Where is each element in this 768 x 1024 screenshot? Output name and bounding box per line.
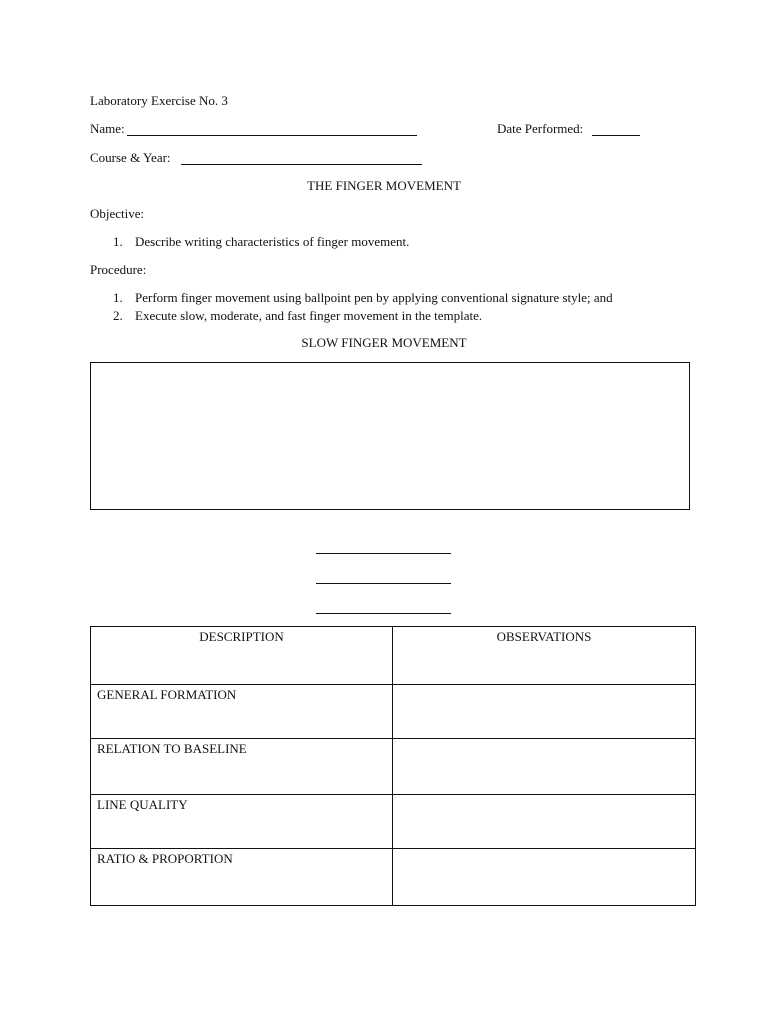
table-row xyxy=(91,795,696,849)
signature-line[interactable] xyxy=(316,553,451,554)
column-header-observations: OBSERVATIONS xyxy=(393,627,696,685)
procedure-heading: Procedure: xyxy=(90,262,147,277)
table-row xyxy=(91,739,696,795)
date-performed-label: Date Performed: xyxy=(497,121,584,136)
procedure-item-number: 1. xyxy=(113,290,123,305)
course-year-field[interactable] xyxy=(181,164,422,165)
observations-table xyxy=(90,626,696,906)
name-field[interactable] xyxy=(127,135,417,136)
signature-line[interactable] xyxy=(316,613,451,614)
objective-item-text: Describe writing characteristics of finger movement. xyxy=(135,234,410,249)
observation-cell[interactable] xyxy=(393,685,696,739)
writing-sample-box[interactable] xyxy=(90,362,690,510)
table-row xyxy=(91,685,696,739)
objective-item-number: 1. xyxy=(113,234,123,249)
observation-cell[interactable] xyxy=(393,849,696,906)
procedure-item-number: 2. xyxy=(113,308,123,323)
section-title: SLOW FINGER MOVEMENT xyxy=(301,335,467,350)
description-cell: RELATION TO BASELINE xyxy=(91,739,393,795)
table-row xyxy=(91,849,696,906)
date-performed-field[interactable] xyxy=(592,135,640,136)
procedure-item-text: Execute slow, moderate, and fast finger movement in the template. xyxy=(135,308,483,323)
course-year-label: Course & Year: xyxy=(90,150,171,165)
observation-cell[interactable] xyxy=(393,739,696,795)
objective-heading: Objective: xyxy=(90,206,145,221)
name-label: Name: xyxy=(90,121,125,136)
exercise-label: Laboratory Exercise No. 3 xyxy=(90,93,228,108)
page-title: THE FINGER MOVEMENT xyxy=(307,178,461,193)
signature-line[interactable] xyxy=(316,583,451,584)
description-cell: LINE QUALITY xyxy=(91,795,393,849)
observation-cell[interactable] xyxy=(393,795,696,849)
description-cell: RATIO & PROPORTION xyxy=(91,849,393,906)
description-cell: GENERAL FORMATION xyxy=(91,685,393,739)
table-header-row xyxy=(91,627,696,685)
column-header-description: DESCRIPTION xyxy=(91,627,393,685)
procedure-item-text: Perform finger movement using ballpoint pen by applying conventional signature style; and xyxy=(135,290,613,305)
